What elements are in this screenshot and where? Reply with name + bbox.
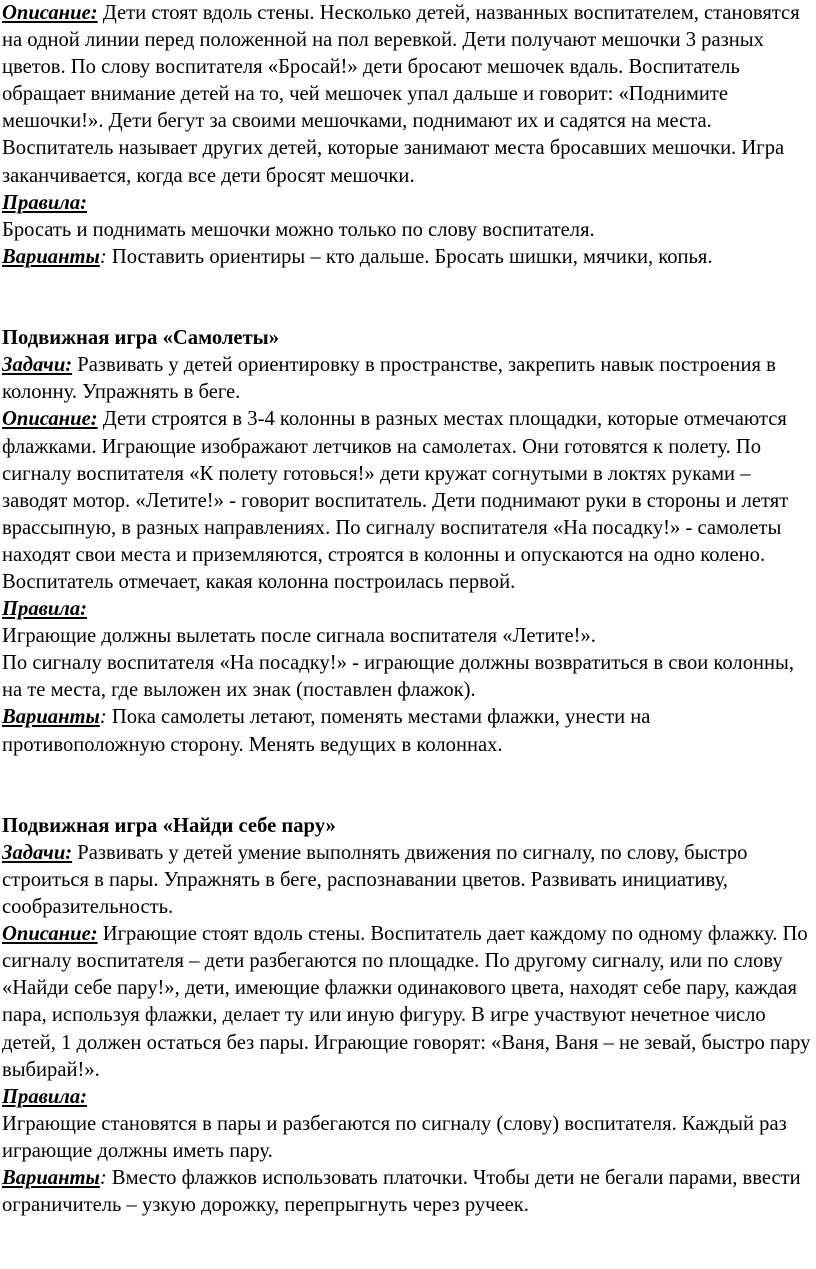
s2-tasks-text: Развивать у детей ориентировку в пространстве, закрепить навык построения в колонну. Упражнять в беге. bbox=[2, 354, 776, 404]
s3-rules-heading bbox=[2, 1084, 814, 1111]
s3-tasks bbox=[2, 840, 814, 921]
s2-title: Подвижная игра «Самолеты» bbox=[2, 327, 280, 350]
s1-rules-label: Правила: bbox=[2, 191, 87, 214]
s1-rules-heading bbox=[2, 190, 814, 217]
s2-description bbox=[2, 406, 814, 596]
s1-description-label: Описание: bbox=[2, 2, 98, 24]
s1-rule-line: Бросать и поднимать мешочки можно только по слову воспитателя. bbox=[2, 218, 595, 241]
s2-variants bbox=[2, 704, 814, 758]
s3-description-text: Играющие стоят вдоль стены. Воспитатель дает каждому по одному флажку. По сигналу воспитателя – дети разбегаются по площадке. По другому сигналу, или по слову «Найди себе пару!», дети, имеющие флажки одинакового цвета, находят себе пару, каждая пара, используя флажки, делает ту или иную фигуру. В игре участвуют нечетное число детей, 1 должен остаться без пары. Играющие говорят: «Ваня, Ваня – не зевай, быстро пару выбирай!». bbox=[2, 923, 811, 1081]
spacer bbox=[2, 786, 814, 813]
s3-title: Подвижная игра «Найди себе пару» bbox=[2, 814, 336, 837]
s3-variants-label: Варианты bbox=[2, 1167, 100, 1190]
s1-variants bbox=[2, 244, 814, 271]
s3-tasks-label: Задачи: bbox=[2, 841, 73, 864]
s3-description-label: Описание: bbox=[2, 923, 98, 946]
s2-variants-label: Варианты bbox=[2, 706, 100, 729]
s2-rules-label: Правила: bbox=[2, 598, 87, 621]
s2-description-text: Дети строятся в 3-4 колонны в разных местах площадки, которые отмечаются флажками. Играющие изображают летчиков на самолетах. Они готовятся к полету. По сигналу воспитателя «К полету готовься!» дети кружат согнутыми в локтях руками – заводят мотор. «Летите!» - говорит воспитатель. Дети поднимают руки в стороны и летят врассыпную, в разных направлениях. По сигналу воспитателя «На посадку!» - самолеты находят свои места и приземляются, строятся в колонны и опускаются на одно колено. Воспитатель отмечает, какая колонна построилась первой. bbox=[2, 408, 789, 593]
spacer bbox=[2, 271, 814, 298]
s3-tasks-text: Развивать у детей умение выполнять движения по сигналу, по слову, быстро строиться в пары. Упражнять в беге, распознавании цветов. Развивать инициативу, сообразительность. bbox=[2, 841, 748, 919]
s1-variants-text: Поставить ориентиры – кто дальше. Бросать шишки, мячики, копья. bbox=[106, 245, 713, 268]
spacer bbox=[2, 759, 814, 786]
s2-tasks-label: Задачи: bbox=[2, 354, 73, 377]
s1-description-text: Дети стоят вдоль стены. Несколько детей, названных воспитателем, становятся на одной линии перед положенной на пол веревкой. Дети получают мешочки 3 разных цветов. По слову воспитателя «Бросай!» дети бросают мешочек вдаль. Воспитатель обращает внимание детей на то, чей мешочек упал дальше и говорит: «Поднимите мешочки!». Дети бегут за своими мешочками, поднимают их и садятся на места. Воспитатель называет других детей, которые занимают места бросавших мешочки. Игра заканчивается, когда все дети бросят мешочки. bbox=[2, 2, 800, 187]
s2-variants-colon: : bbox=[99, 706, 107, 729]
s2-rule-line-1: Играющие должны вылетать после сигнала воспитателя «Летите!». bbox=[2, 625, 596, 648]
s2-rule-line-2: По сигналу воспитателя «На посадку!» - играющие должны возвратиться в свои колонны, на те места, где выложен их знак (поставлен флажок). bbox=[2, 652, 795, 702]
s2-rules-heading bbox=[2, 596, 814, 623]
s2-description-label: Описание: bbox=[2, 408, 98, 431]
s3-rules-label: Правила: bbox=[2, 1085, 87, 1108]
spacer bbox=[2, 298, 814, 325]
s3-variants bbox=[2, 1165, 814, 1219]
s3-variants-text: Вместо флажков использовать платочки. Чтобы дети не бегали парами, ввести ограничитель – узкую дорожку, перепрыгнуть через ручеек. bbox=[2, 1167, 801, 1217]
s3-description bbox=[2, 921, 814, 1084]
s3-rule-line: Играющие становятся в пары и разбегаются по сигналу (слову) воспитателя. Каждый раз играющие должны иметь пару. bbox=[2, 1112, 787, 1162]
s1-variants-label: Варианты bbox=[2, 245, 100, 268]
s2-variants-text: Пока самолеты летают, поменять местами флажки, унести на противоположную сторону. Менять ведущих в колоннах. bbox=[2, 706, 651, 756]
s1-description bbox=[2, 0, 814, 190]
s2-tasks bbox=[2, 352, 814, 406]
s1-variants-colon: : bbox=[99, 245, 107, 268]
s3-variants-colon: : bbox=[99, 1167, 107, 1190]
